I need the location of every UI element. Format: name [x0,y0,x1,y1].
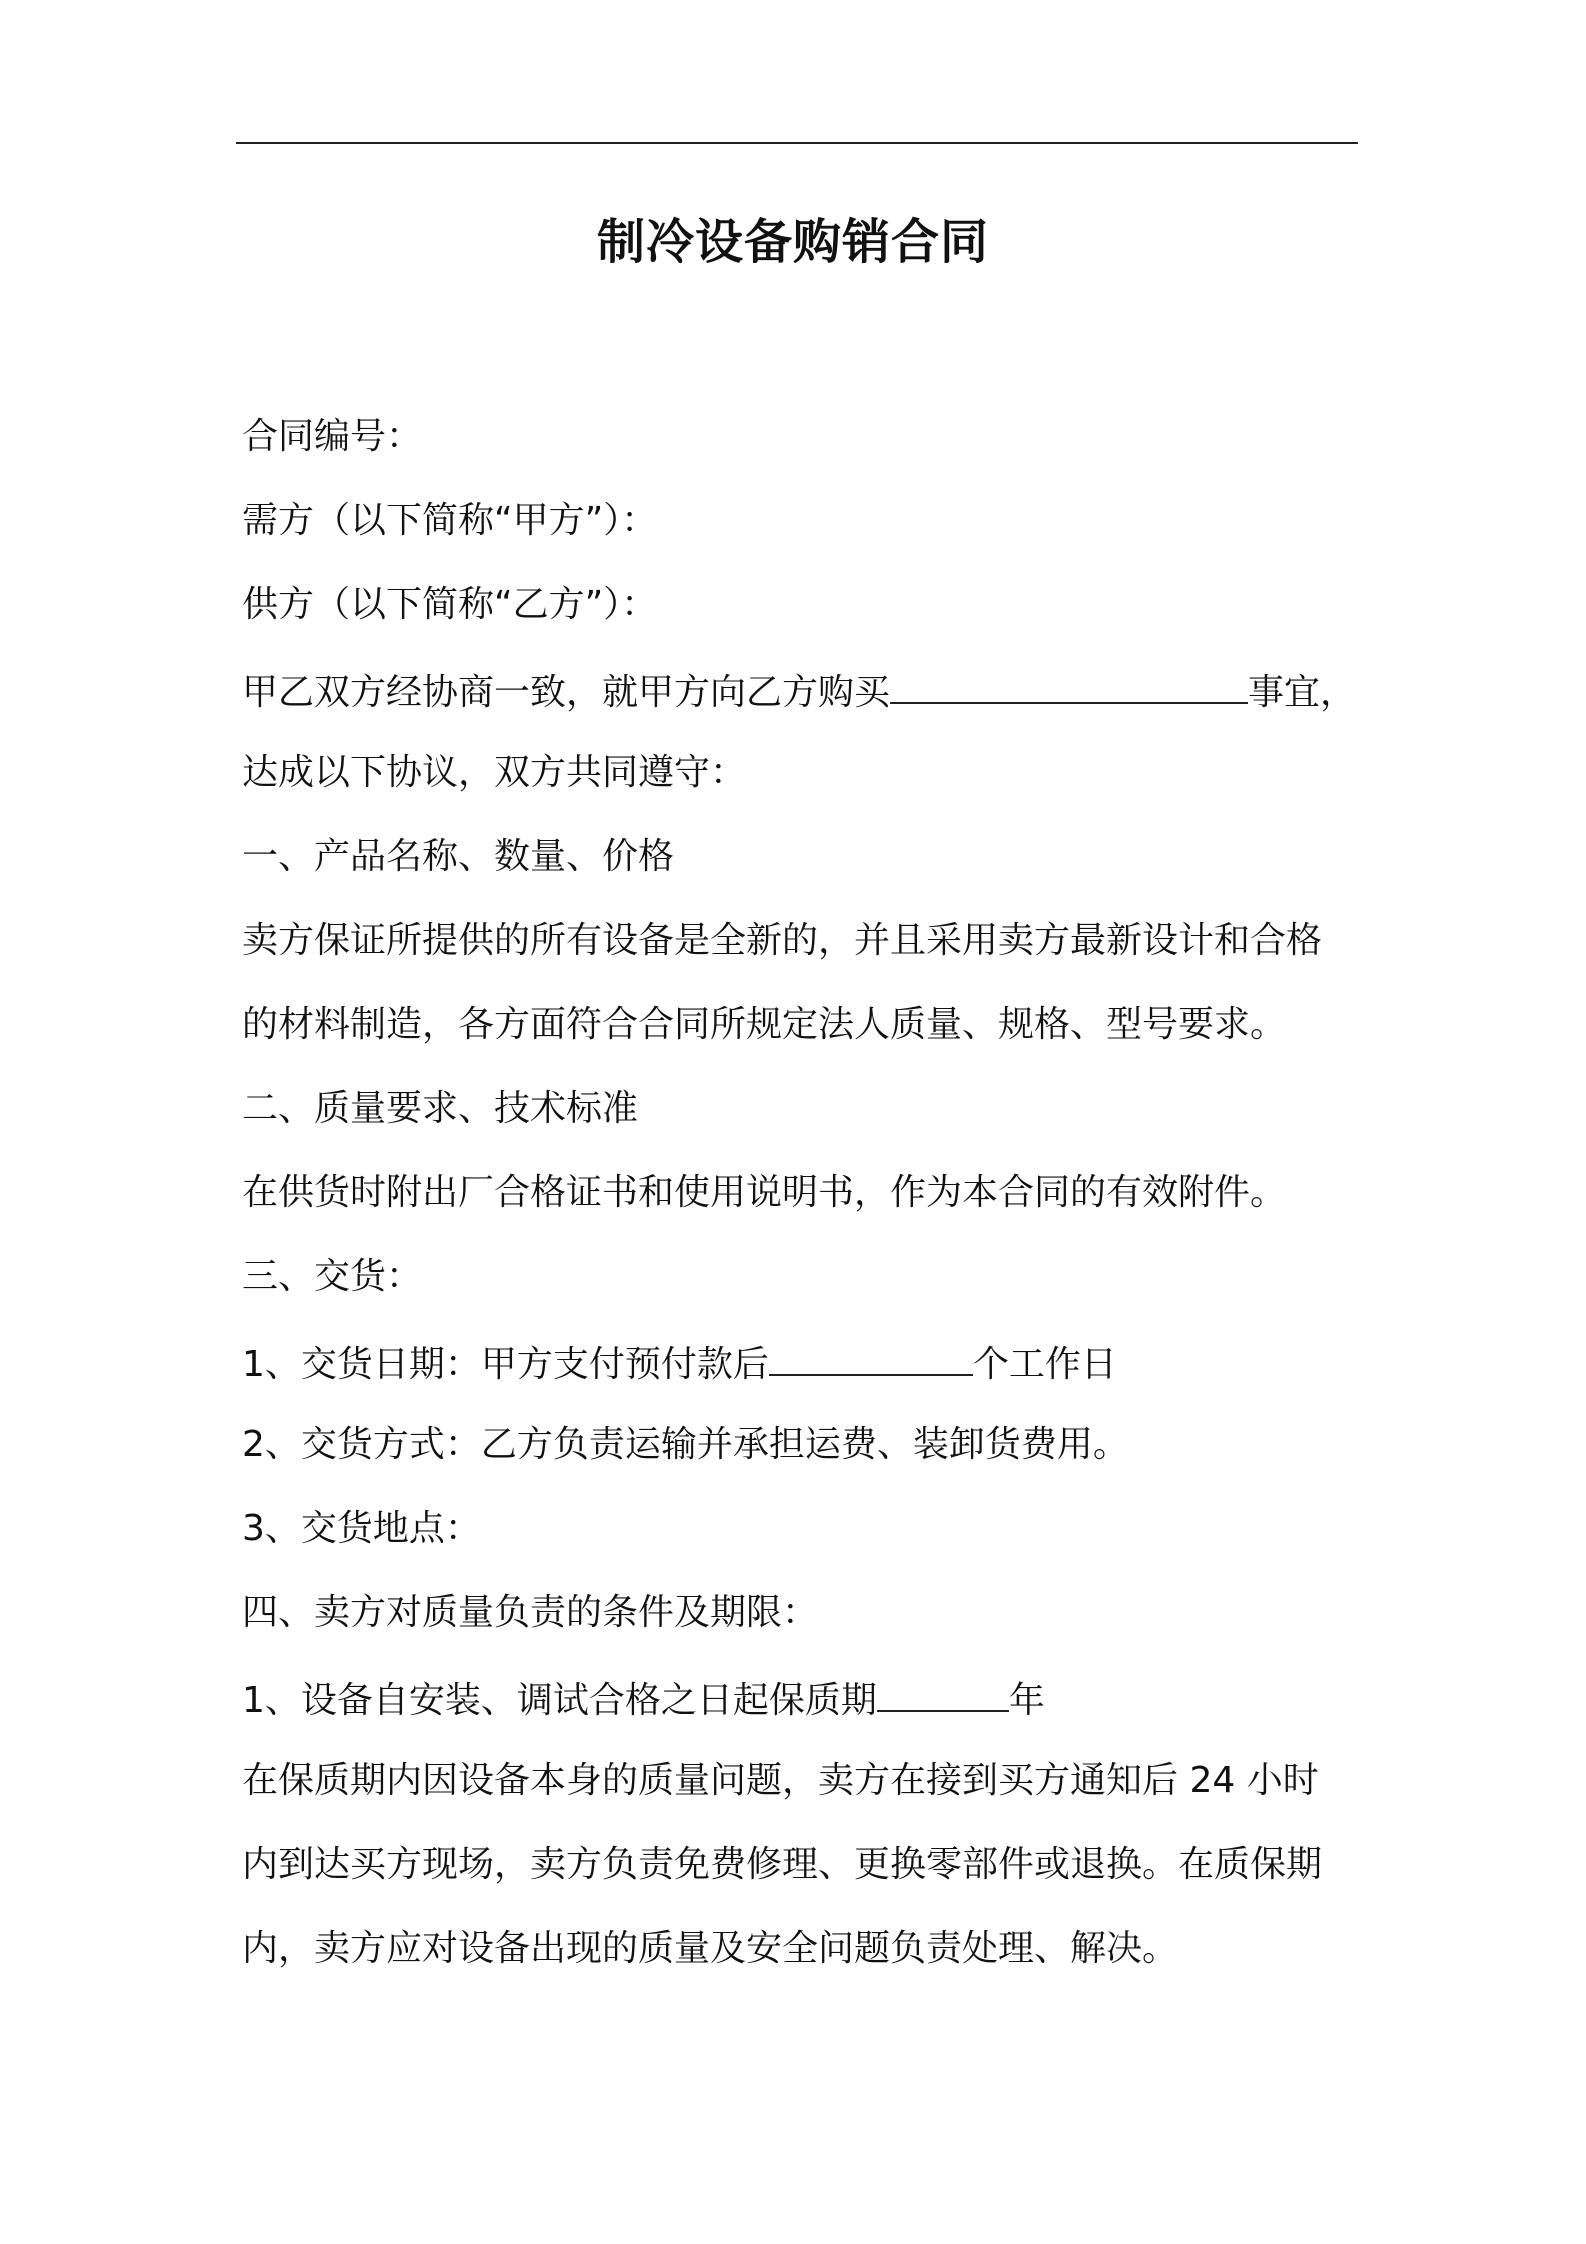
buyer-label: 需方（以下简称“甲方”）： [242,500,658,541]
section1-line1: 卖方保证所提供的所有设备是全新的，并且采用卖方最新设计和合格 [242,920,1323,961]
delivery-date-text-part2: 个工作日 [972,1344,1117,1385]
document-title: 制冷设备购销合同 [596,214,989,270]
section1-line2: 的材料制造，各方面符合合同所规定法人质量、规格、型号要求。 [242,1004,1287,1045]
delivery-date-text-part1: 1、交货日期：甲方支付预付款后 [242,1344,769,1385]
intro-text-part1: 甲乙双方经协商一致，就甲方向乙方购买 [242,672,891,713]
warranty-text-part1: 1、设备自安装、调试合格之日起保质期 [242,1680,877,1721]
contract-number-label: 合同编号： [242,416,423,457]
delivery-date-line [242,1336,1362,1390]
intro-text-part2: 事宜， [1248,672,1357,713]
seller-label: 供方（以下简称“乙方”）： [242,584,658,625]
header-rule [236,142,1358,144]
warranty-paragraph-line2: 内到达买方现场，卖方负责免费修理、更换零部件或退换。在质保期 [242,1844,1323,1885]
warranty-period-line [242,1672,1362,1726]
warranty-years-blank[interactable] [877,1672,1009,1712]
section2-line1: 在供货时附出厂合格证书和使用说明书，作为本合同的有效附件。 [242,1172,1287,1213]
warranty-paragraph-line1: 在保质期内因设备本身的质量问题，卖方在接到买方通知后 24 小时 [242,1760,1319,1801]
intro-paragraph-line1 [242,664,1362,718]
section3-heading: 三、交货： [242,1256,423,1297]
delivery-place-line: 3、交货地点： [242,1508,481,1549]
section4-heading: 四、卖方对质量负责的条件及期限： [242,1592,819,1633]
section2-heading: 二、质量要求、技术标准 [242,1088,639,1129]
warranty-text-part2: 年 [1008,1680,1045,1721]
purchase-item-blank[interactable] [890,664,1248,704]
warranty-paragraph-line3: 内，卖方应对设备出现的质量及安全问题负责处理、解决。 [242,1928,1179,1969]
delivery-method-line: 2、交货方式：乙方负责运输并承担运费、装卸货费用。 [242,1424,1129,1465]
section1-heading: 一、产品名称、数量、价格 [242,836,675,877]
intro-paragraph-line2: 达成以下协议，双方共同遵守： [242,752,747,793]
delivery-days-blank[interactable] [769,1336,973,1376]
